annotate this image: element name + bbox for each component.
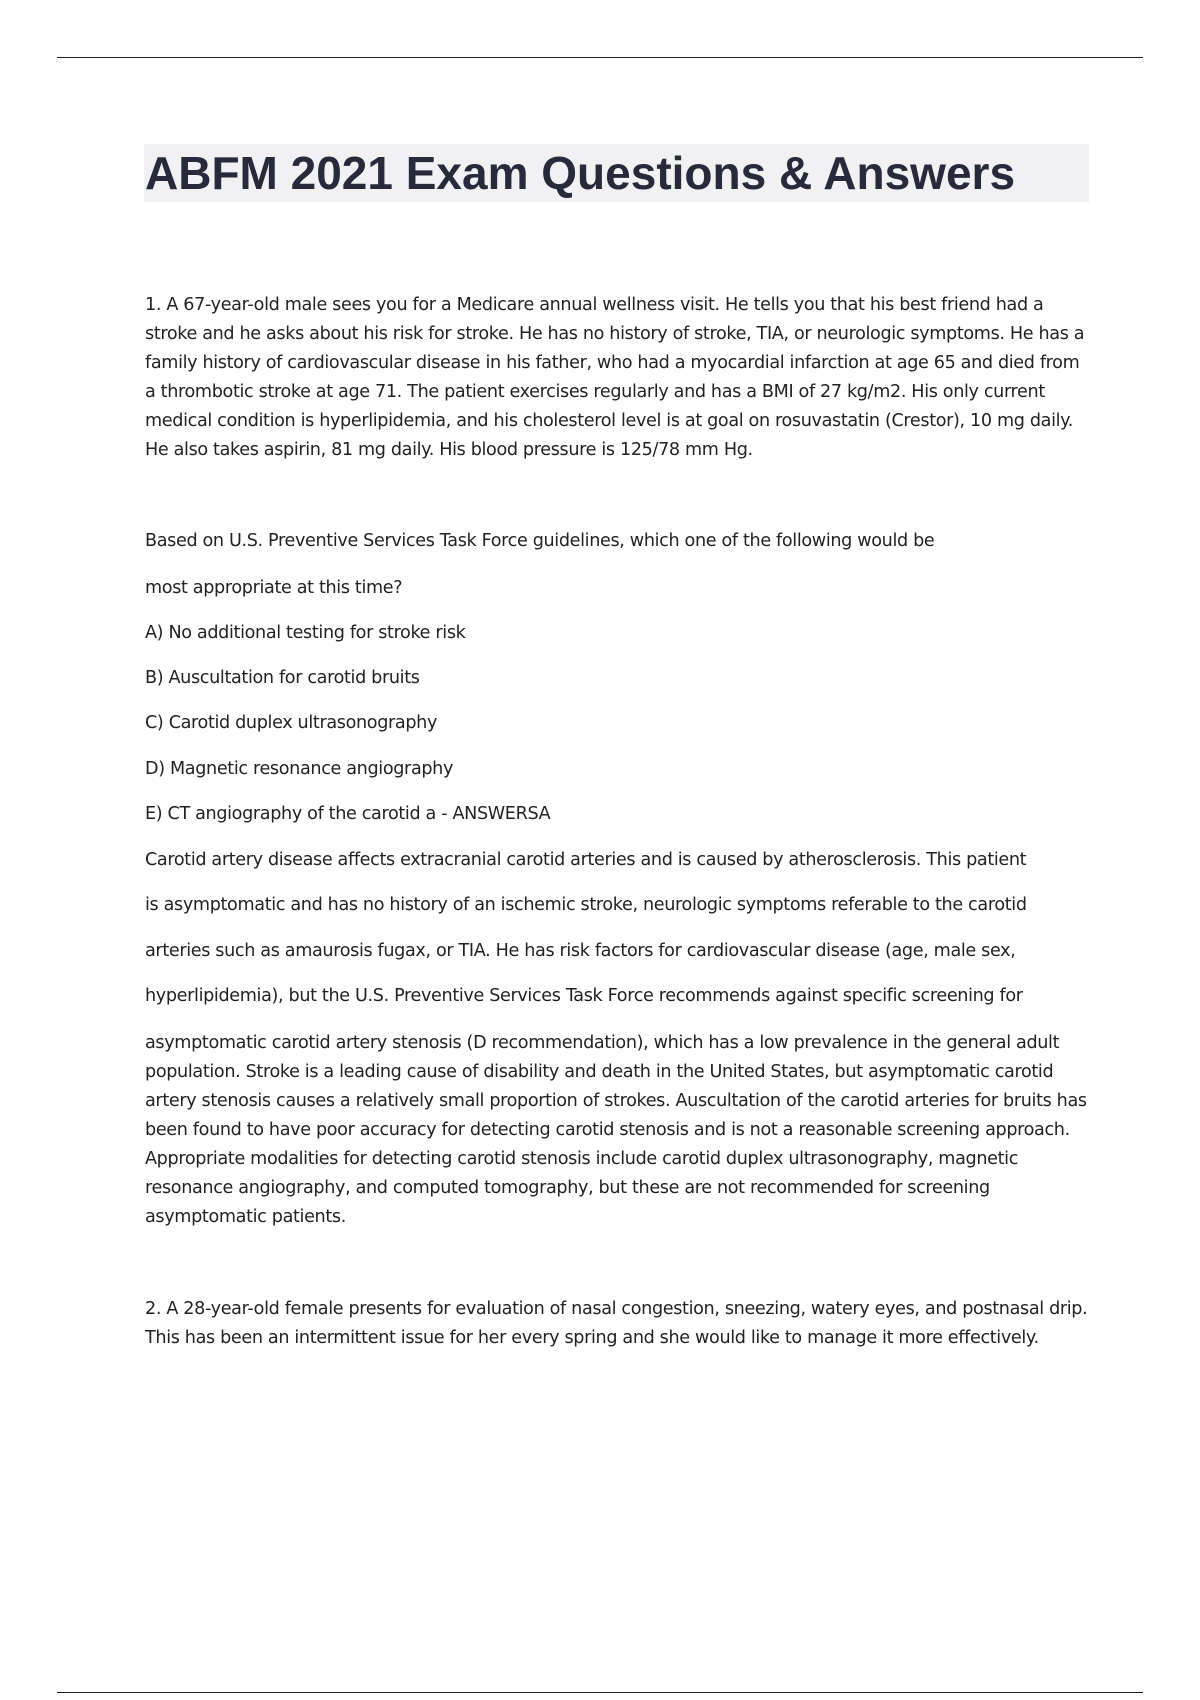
document-title: ABFM 2021 Exam Questions & Answers [145,147,1016,199]
explanation-line-3: arteries such as amaurosis fugax, or TIA. He has risk factors for cardiovascular disease (age, male sex, [145,941,1016,961]
answer-option-d: D) Magnetic resonance angiography [145,759,454,779]
top-divider [57,57,1143,58]
answer-option-e: E) CT angiography of the carotid a - ANSWERSA [145,804,551,824]
answer-option-b: B) Auscultation for carotid bruits [145,668,420,688]
explanation-line-1: Carotid artery disease affects extracranial carotid arteries and is caused by atherosclerosis. This patient [145,850,1027,870]
question-1-prompt-line-2: most appropriate at this time? [145,578,403,598]
answer-option-a: A) No additional testing for stroke risk [145,623,466,643]
question-2-stem: 2. A 28-year-old female presents for evaluation of nasal congestion, sneezing, watery eyes, and postnasal drip. This has been an intermittent issue for her every spring and she would like to manage it more effectively. [145,1299,1088,1348]
question-1-stem: 1. A 67-year-old male sees you for a Medicare annual wellness visit. He tells you that his best friend had a stroke and he asks about his risk for stroke. He has no history of stroke, TIA, or neurologic symptoms. He has a family history of cardiovascular disease in his father, who had a myocardial infarction at age 65 and died from a thrombotic stroke at age 71. The patient exercises regularly and has a BMI of 27 kg/m2. His only current medical condition is hyperlipidemia, and his cholesterol level is at goal on rosuvastatin (Crestor), 10 mg daily. He also takes aspirin, 81 mg daily. His blood pressure is 125/78 mm Hg. [145,295,1085,460]
explanation-line-4: hyperlipidemia), but the U.S. Preventive Services Task Force recommends against specific screening for [145,986,1023,1006]
bottom-divider [57,1692,1143,1693]
question-1-prompt-line-1: Based on U.S. Preventive Services Task Force guidelines, which one of the following would be [145,531,935,551]
explanation-paragraph: asymptomatic carotid artery stenosis (D recommendation), which has a low prevalence in the general adult population. Stroke is a leading cause of disability and death in the United States, but asymptomatic carotid artery stenosis causes a relatively small proportion of strokes. Auscultation of the carotid arteries for bruits has been found to have poor accuracy for detecting carotid stenosis and is not a reasonable screening approach. Appropriate modalities for detecting carotid stenosis include carotid duplex ultrasonography, magnetic resonance angiography, and computed tomography, but these are not recommended for screening asymptomatic patients. [145,1033,1087,1227]
explanation-line-2: is asymptomatic and has no history of an ischemic stroke, neurologic symptoms referable to the carotid [145,895,1027,915]
answer-option-c: C) Carotid duplex ultrasonography [145,713,438,733]
